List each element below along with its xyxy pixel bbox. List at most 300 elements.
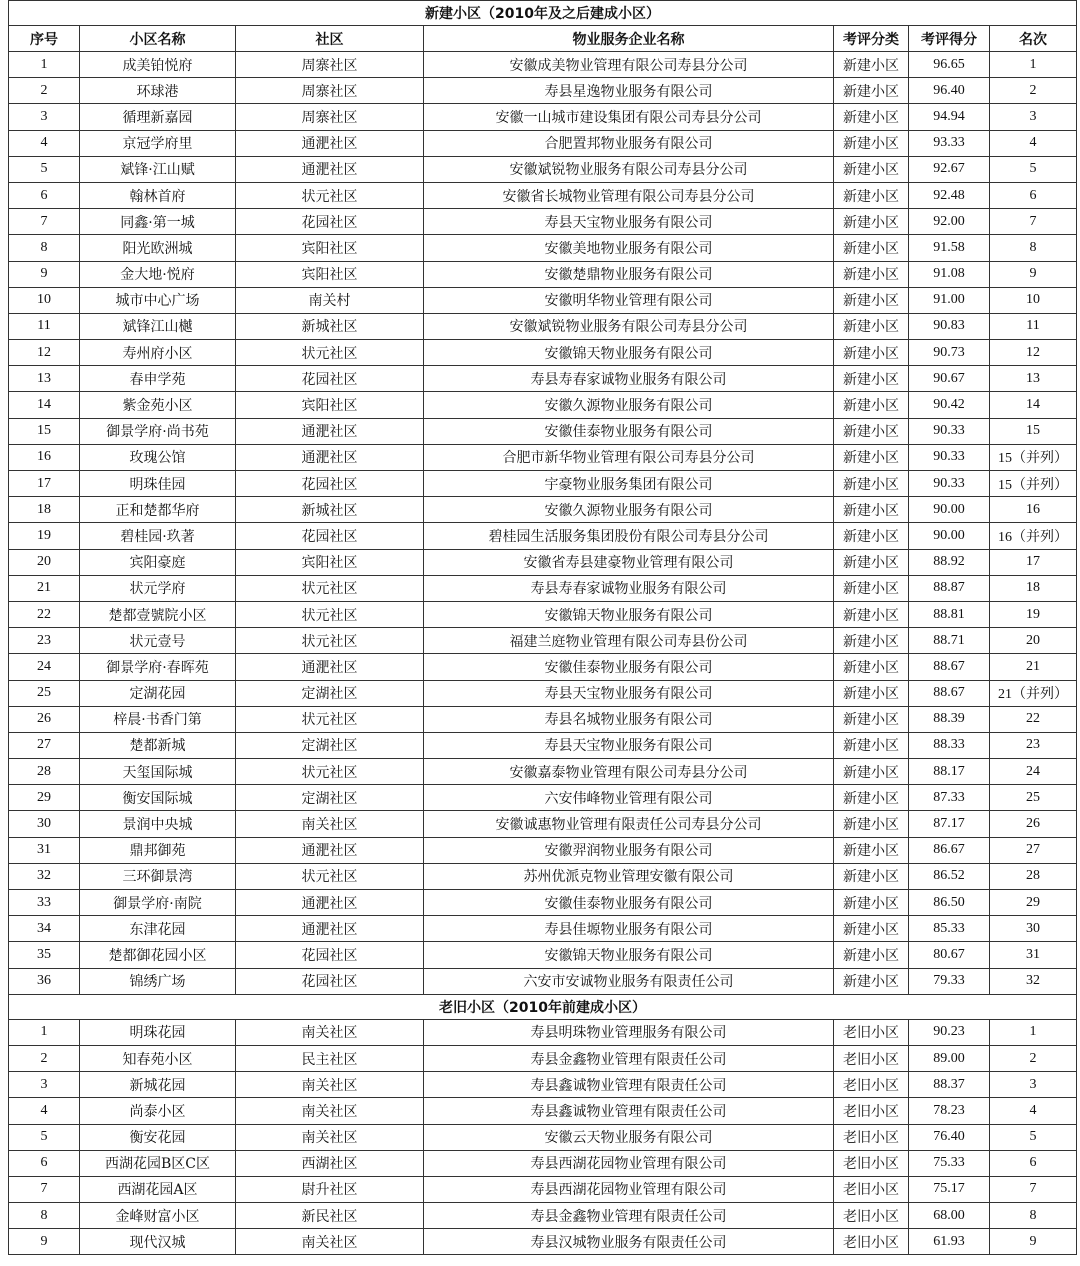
col-district-cell: 南关社区: [236, 1072, 424, 1098]
col-community-name-cell: 阳光欧洲城: [80, 235, 236, 261]
col-category-cell: 新建小区: [834, 52, 909, 78]
col-index-cell: 3: [9, 104, 80, 130]
col-community-name-cell: 楚都新城: [80, 732, 236, 758]
col-score-cell: 90.67: [909, 366, 990, 392]
col-category-cell: 新建小区: [834, 706, 909, 732]
table-row: [9, 1045, 1077, 1071]
property-ranking-table: [8, 0, 1077, 1255]
col-district-cell: 花园社区: [236, 523, 424, 549]
col-company-cell: 六安市安诚物业服务有限责任公司: [424, 968, 834, 994]
col-district-cell: 周寨社区: [236, 104, 424, 130]
col-rank-cell: 3: [990, 104, 1077, 130]
col-index-cell: 14: [9, 392, 80, 418]
col-category-cell: 老旧小区: [834, 1229, 909, 1255]
col-rank-cell: 7: [990, 209, 1077, 235]
table-row: [9, 340, 1077, 366]
col-score-cell: 90.23: [909, 1019, 990, 1045]
col-score-cell: 88.17: [909, 759, 990, 785]
col-score-cell: 68.00: [909, 1203, 990, 1229]
col-index-cell: 21: [9, 575, 80, 601]
table-row: [9, 759, 1077, 785]
col-company-cell: 安徽锦天物业服务有限公司: [424, 942, 834, 968]
col-category-cell: 老旧小区: [834, 1045, 909, 1071]
col-company-cell: 安徽佳泰物业服务有限公司: [424, 890, 834, 916]
col-rank-cell: 31: [990, 942, 1077, 968]
col-index-cell: 27: [9, 732, 80, 758]
table-row: [9, 575, 1077, 601]
table-row: [9, 523, 1077, 549]
col-index-cell: 6: [9, 182, 80, 208]
col-district-cell: 状元社区: [236, 601, 424, 627]
col-community-name-cell: 锦绣广场: [80, 968, 236, 994]
col-community-name-cell: 三环御景湾: [80, 863, 236, 889]
col-index-cell: 22: [9, 601, 80, 627]
col-category-cell: 新建小区: [834, 916, 909, 942]
col-index-cell: 23: [9, 628, 80, 654]
table-row: [9, 916, 1077, 942]
col-rank-cell: 15（并列）: [990, 471, 1077, 497]
col-category-cell: 新建小区: [834, 601, 909, 627]
col-index-cell: 33: [9, 890, 80, 916]
col-score-cell: 86.50: [909, 890, 990, 916]
col-score-cell: 85.33: [909, 916, 990, 942]
col-company-cell: 寿县金鑫物业管理有限责任公司: [424, 1045, 834, 1071]
col-district-cell: 宾阳社区: [236, 235, 424, 261]
col-district-cell: 南关社区: [236, 1124, 424, 1150]
col-category-cell: 新建小区: [834, 340, 909, 366]
col-company-cell: 安徽明华物业管理有限公司: [424, 287, 834, 313]
header-col-company: 物业服务企业名称: [424, 26, 834, 52]
col-category-cell: 新建小区: [834, 523, 909, 549]
col-score-cell: 90.00: [909, 497, 990, 523]
col-rank-cell: 1: [990, 1019, 1077, 1045]
table-row: [9, 863, 1077, 889]
col-district-cell: 新城社区: [236, 313, 424, 339]
table-row: [9, 680, 1077, 706]
col-community-name-cell: 成美铂悦府: [80, 52, 236, 78]
col-category-cell: 新建小区: [834, 182, 909, 208]
col-district-cell: 状元社区: [236, 182, 424, 208]
col-community-name-cell: 正和楚都华府: [80, 497, 236, 523]
col-company-cell: 寿县天宝物业服务有限公司: [424, 680, 834, 706]
col-index-cell: 9: [9, 1229, 80, 1255]
col-community-name-cell: 新城花园: [80, 1072, 236, 1098]
col-community-name-cell: 天玺国际城: [80, 759, 236, 785]
col-score-cell: 91.58: [909, 235, 990, 261]
col-district-cell: 状元社区: [236, 706, 424, 732]
col-company-cell: 寿县名城物业服务有限公司: [424, 706, 834, 732]
col-rank-cell: 2: [990, 1045, 1077, 1071]
col-company-cell: 安徽嘉泰物业管理有限公司寿县分公司: [424, 759, 834, 785]
col-company-cell: 安徽斌锐物业服务有限公司寿县分公司: [424, 156, 834, 182]
table-row: [9, 418, 1077, 444]
col-community-name-cell: 梓晨·书香门第: [80, 706, 236, 732]
col-district-cell: 宾阳社区: [236, 549, 424, 575]
col-company-cell: 寿县金鑫物业管理有限责任公司: [424, 1203, 834, 1229]
table-row: [9, 1150, 1077, 1176]
table-row: [9, 654, 1077, 680]
col-rank-cell: 27: [990, 837, 1077, 863]
col-index-cell: 26: [9, 706, 80, 732]
col-rank-cell: 25: [990, 785, 1077, 811]
col-index-cell: 8: [9, 1203, 80, 1229]
col-score-cell: 75.17: [909, 1176, 990, 1202]
col-index-cell: 20: [9, 549, 80, 575]
col-category-cell: 新建小区: [834, 313, 909, 339]
header-col-score: 考评得分: [909, 26, 990, 52]
col-rank-cell: 30: [990, 916, 1077, 942]
col-category-cell: 新建小区: [834, 628, 909, 654]
col-district-cell: 通淝社区: [236, 837, 424, 863]
col-index-cell: 30: [9, 811, 80, 837]
col-category-cell: 新建小区: [834, 575, 909, 601]
col-community-name-cell: 金峰财富小区: [80, 1203, 236, 1229]
table-row: [9, 287, 1077, 313]
ranking-table-page: [8, 0, 1076, 1255]
col-score-cell: 88.33: [909, 732, 990, 758]
col-category-cell: 新建小区: [834, 235, 909, 261]
col-score-cell: 88.81: [909, 601, 990, 627]
col-category-cell: 新建小区: [834, 680, 909, 706]
col-index-cell: 35: [9, 942, 80, 968]
col-score-cell: 87.33: [909, 785, 990, 811]
table-row: [9, 968, 1077, 994]
col-company-cell: 安徽云天物业服务有限公司: [424, 1124, 834, 1150]
col-community-name-cell: 明珠佳园: [80, 471, 236, 497]
col-company-cell: 寿县佳塬物业服务有限公司: [424, 916, 834, 942]
col-score-cell: 79.33: [909, 968, 990, 994]
col-index-cell: 32: [9, 863, 80, 889]
col-community-name-cell: 金大地·悦府: [80, 261, 236, 287]
col-index-cell: 19: [9, 523, 80, 549]
col-category-cell: 新建小区: [834, 444, 909, 470]
col-index-cell: 34: [9, 916, 80, 942]
col-index-cell: 4: [9, 130, 80, 156]
col-rank-cell: 24: [990, 759, 1077, 785]
col-category-cell: 新建小区: [834, 366, 909, 392]
col-category-cell: 新建小区: [834, 130, 909, 156]
col-index-cell: 5: [9, 1124, 80, 1150]
col-category-cell: 新建小区: [834, 156, 909, 182]
col-rank-cell: 5: [990, 1124, 1077, 1150]
col-district-cell: 南关社区: [236, 1229, 424, 1255]
col-district-cell: 南关社区: [236, 1019, 424, 1045]
col-district-cell: 通淝社区: [236, 654, 424, 680]
col-score-cell: 90.42: [909, 392, 990, 418]
col-score-cell: 88.67: [909, 654, 990, 680]
col-rank-cell: 32: [990, 968, 1077, 994]
col-company-cell: 安徽锦天物业服务有限公司: [424, 340, 834, 366]
header-col-rank: 名次: [990, 26, 1077, 52]
col-index-cell: 11: [9, 313, 80, 339]
col-rank-cell: 16（并列）: [990, 523, 1077, 549]
col-category-cell: 新建小区: [834, 890, 909, 916]
table-row: [9, 890, 1077, 916]
col-company-cell: 安徽羿润物业服务有限公司: [424, 837, 834, 863]
col-index-cell: 16: [9, 444, 80, 470]
col-district-cell: 南关社区: [236, 1098, 424, 1124]
col-company-cell: 六安伟峰物业管理有限公司: [424, 785, 834, 811]
col-company-cell: 福建兰庭物业管理有限公司寿县份公司: [424, 628, 834, 654]
col-company-cell: 安徽省寿县建豪物业管理有限公司: [424, 549, 834, 575]
table-body: [9, 1, 1077, 1255]
col-community-name-cell: 明珠花园: [80, 1019, 236, 1045]
table-row: [9, 235, 1077, 261]
table-row: [9, 497, 1077, 523]
col-company-cell: 合肥市新华物业管理有限公司寿县分公司: [424, 444, 834, 470]
col-community-name-cell: 玫瑰公馆: [80, 444, 236, 470]
table-row: [9, 1176, 1077, 1202]
col-score-cell: 96.65: [909, 52, 990, 78]
col-index-cell: 12: [9, 340, 80, 366]
col-score-cell: 80.67: [909, 942, 990, 968]
col-category-cell: 新建小区: [834, 104, 909, 130]
col-category-cell: 新建小区: [834, 261, 909, 287]
col-rank-cell: 22: [990, 706, 1077, 732]
col-district-cell: 宾阳社区: [236, 392, 424, 418]
col-community-name-cell: 御景学府·春晖苑: [80, 654, 236, 680]
col-district-cell: 新城社区: [236, 497, 424, 523]
col-category-cell: 新建小区: [834, 968, 909, 994]
table-row: [9, 130, 1077, 156]
col-district-cell: 状元社区: [236, 863, 424, 889]
table-row: [9, 706, 1077, 732]
col-community-name-cell: 西湖花园A区: [80, 1176, 236, 1202]
col-index-cell: 29: [9, 785, 80, 811]
col-community-name-cell: 寿州府小区: [80, 340, 236, 366]
col-score-cell: 92.67: [909, 156, 990, 182]
col-rank-cell: 6: [990, 182, 1077, 208]
col-index-cell: 15: [9, 418, 80, 444]
col-community-name-cell: 景润中央城: [80, 811, 236, 837]
col-score-cell: 96.40: [909, 78, 990, 104]
col-index-cell: 6: [9, 1150, 80, 1176]
col-index-cell: 7: [9, 1176, 80, 1202]
col-district-cell: 西湖社区: [236, 1150, 424, 1176]
table-row: [9, 444, 1077, 470]
col-district-cell: 南关村: [236, 287, 424, 313]
col-category-cell: 新建小区: [834, 837, 909, 863]
col-company-cell: 碧桂园生活服务集团股份有限公司寿县分公司: [424, 523, 834, 549]
col-rank-cell: 12: [990, 340, 1077, 366]
table-row: [9, 366, 1077, 392]
col-district-cell: 状元社区: [236, 628, 424, 654]
col-company-cell: 安徽久源物业服务有限公司: [424, 392, 834, 418]
col-district-cell: 周寨社区: [236, 52, 424, 78]
col-score-cell: 88.39: [909, 706, 990, 732]
col-company-cell: 寿县寿春家诚物业服务有限公司: [424, 366, 834, 392]
col-rank-cell: 13: [990, 366, 1077, 392]
col-company-cell: 安徽省长城物业管理有限公司寿县分公司: [424, 182, 834, 208]
col-district-cell: 宾阳社区: [236, 261, 424, 287]
col-rank-cell: 17: [990, 549, 1077, 575]
table-row: [9, 549, 1077, 575]
col-index-cell: 13: [9, 366, 80, 392]
col-score-cell: 90.73: [909, 340, 990, 366]
col-category-cell: 新建小区: [834, 785, 909, 811]
col-index-cell: 28: [9, 759, 80, 785]
col-company-cell: 安徽久源物业服务有限公司: [424, 497, 834, 523]
col-rank-cell: 11: [990, 313, 1077, 339]
section-title: 老旧小区（2010年前建成小区）: [9, 994, 1077, 1019]
col-score-cell: 76.40: [909, 1124, 990, 1150]
col-rank-cell: 7: [990, 1176, 1077, 1202]
col-score-cell: 88.87: [909, 575, 990, 601]
col-score-cell: 89.00: [909, 1045, 990, 1071]
table-row: [9, 1203, 1077, 1229]
section-title: 新建小区（2010年及之后建成小区）: [9, 1, 1077, 26]
table-row: [9, 156, 1077, 182]
col-score-cell: 88.92: [909, 549, 990, 575]
col-district-cell: 花园社区: [236, 968, 424, 994]
table-row: [9, 785, 1077, 811]
col-company-cell: 寿县天宝物业服务有限公司: [424, 732, 834, 758]
col-index-cell: 8: [9, 235, 80, 261]
col-community-name-cell: 春申学苑: [80, 366, 236, 392]
col-score-cell: 92.00: [909, 209, 990, 235]
col-index-cell: 5: [9, 156, 80, 182]
col-community-name-cell: 楚都壹號院小区: [80, 601, 236, 627]
header-col-community-name: 小区名称: [80, 26, 236, 52]
col-category-cell: 新建小区: [834, 759, 909, 785]
col-category-cell: 老旧小区: [834, 1124, 909, 1150]
col-category-cell: 新建小区: [834, 549, 909, 575]
table-row: [9, 1098, 1077, 1124]
table-row: [9, 182, 1077, 208]
col-index-cell: 17: [9, 471, 80, 497]
col-community-name-cell: 衡安花园: [80, 1124, 236, 1150]
col-score-cell: 92.48: [909, 182, 990, 208]
col-community-name-cell: 尚泰小区: [80, 1098, 236, 1124]
col-category-cell: 新建小区: [834, 811, 909, 837]
col-community-name-cell: 同鑫·第一城: [80, 209, 236, 235]
col-company-cell: 寿县寿春家诚物业服务有限公司: [424, 575, 834, 601]
col-index-cell: 3: [9, 1072, 80, 1098]
col-district-cell: 通淝社区: [236, 890, 424, 916]
col-community-name-cell: 城市中心广场: [80, 287, 236, 313]
col-rank-cell: 6: [990, 1150, 1077, 1176]
col-category-cell: 新建小区: [834, 392, 909, 418]
col-district-cell: 状元社区: [236, 575, 424, 601]
col-company-cell: 安徽成美物业管理有限公司寿县分公司: [424, 52, 834, 78]
col-rank-cell: 16: [990, 497, 1077, 523]
col-score-cell: 90.33: [909, 471, 990, 497]
col-district-cell: 通淝社区: [236, 418, 424, 444]
col-score-cell: 93.33: [909, 130, 990, 156]
header-col-index: 序号: [9, 26, 80, 52]
col-community-name-cell: 现代汉城: [80, 1229, 236, 1255]
col-rank-cell: 1: [990, 52, 1077, 78]
col-community-name-cell: 状元壹号: [80, 628, 236, 654]
col-score-cell: 86.67: [909, 837, 990, 863]
col-category-cell: 新建小区: [834, 732, 909, 758]
col-community-name-cell: 紫金苑小区: [80, 392, 236, 418]
col-company-cell: 安徽诚惠物业管理有限责任公司寿县分公司: [424, 811, 834, 837]
col-company-cell: 寿县鑫诚物业管理有限责任公司: [424, 1098, 834, 1124]
col-district-cell: 民主社区: [236, 1045, 424, 1071]
col-category-cell: 新建小区: [834, 497, 909, 523]
col-community-name-cell: 京冠学府里: [80, 130, 236, 156]
col-community-name-cell: 环球港: [80, 78, 236, 104]
col-company-cell: 寿县西湖花园物业管理有限公司: [424, 1150, 834, 1176]
table-row: [9, 1229, 1077, 1255]
col-category-cell: 新建小区: [834, 78, 909, 104]
col-category-cell: 新建小区: [834, 209, 909, 235]
col-index-cell: 2: [9, 1045, 80, 1071]
col-index-cell: 1: [9, 52, 80, 78]
col-district-cell: 通淝社区: [236, 130, 424, 156]
col-community-name-cell: 斌锋江山樾: [80, 313, 236, 339]
col-rank-cell: 18: [990, 575, 1077, 601]
col-company-cell: 安徽锦天物业服务有限公司: [424, 601, 834, 627]
table-row: [9, 942, 1077, 968]
col-category-cell: 老旧小区: [834, 1072, 909, 1098]
col-company-cell: 寿县天宝物业服务有限公司: [424, 209, 834, 235]
col-district-cell: 花园社区: [236, 366, 424, 392]
col-community-name-cell: 定湖花园: [80, 680, 236, 706]
col-company-cell: 寿县明珠物业管理服务有限公司: [424, 1019, 834, 1045]
col-district-cell: 新民社区: [236, 1203, 424, 1229]
col-index-cell: 25: [9, 680, 80, 706]
col-rank-cell: 10: [990, 287, 1077, 313]
col-company-cell: 安徽一山城市建设集团有限公司寿县分公司: [424, 104, 834, 130]
col-community-name-cell: 知春苑小区: [80, 1045, 236, 1071]
col-community-name-cell: 御景学府·尚书苑: [80, 418, 236, 444]
col-score-cell: 90.00: [909, 523, 990, 549]
col-score-cell: 90.83: [909, 313, 990, 339]
table-row: [9, 104, 1077, 130]
col-rank-cell: 9: [990, 261, 1077, 287]
col-district-cell: 状元社区: [236, 340, 424, 366]
col-company-cell: 宇豪物业服务集团有限公司: [424, 471, 834, 497]
col-score-cell: 94.94: [909, 104, 990, 130]
col-district-cell: 花园社区: [236, 209, 424, 235]
col-company-cell: 寿县鑫诚物业管理有限责任公司: [424, 1072, 834, 1098]
col-category-cell: 新建小区: [834, 287, 909, 313]
col-rank-cell: 8: [990, 1203, 1077, 1229]
col-rank-cell: 28: [990, 863, 1077, 889]
col-rank-cell: 26: [990, 811, 1077, 837]
col-category-cell: 老旧小区: [834, 1019, 909, 1045]
col-district-cell: 通淝社区: [236, 916, 424, 942]
col-category-cell: 新建小区: [834, 942, 909, 968]
col-community-name-cell: 斌锋·江山赋: [80, 156, 236, 182]
col-score-cell: 90.33: [909, 418, 990, 444]
table-row: [9, 811, 1077, 837]
col-district-cell: 定湖社区: [236, 680, 424, 706]
col-rank-cell: 29: [990, 890, 1077, 916]
col-index-cell: 24: [9, 654, 80, 680]
col-index-cell: 36: [9, 968, 80, 994]
col-company-cell: 寿县汉城物业服务有限责任公司: [424, 1229, 834, 1255]
col-category-cell: 新建小区: [834, 654, 909, 680]
col-rank-cell: 23: [990, 732, 1077, 758]
col-score-cell: 87.17: [909, 811, 990, 837]
col-district-cell: 状元社区: [236, 759, 424, 785]
col-community-name-cell: 御景学府·南院: [80, 890, 236, 916]
col-category-cell: 新建小区: [834, 471, 909, 497]
col-category-cell: 老旧小区: [834, 1176, 909, 1202]
col-community-name-cell: 鼎邦御苑: [80, 837, 236, 863]
col-index-cell: 10: [9, 287, 80, 313]
col-score-cell: 75.33: [909, 1150, 990, 1176]
table-row: [9, 392, 1077, 418]
col-score-cell: 90.33: [909, 444, 990, 470]
col-rank-cell: 14: [990, 392, 1077, 418]
table-row: [9, 52, 1077, 78]
col-company-cell: 安徽斌锐物业服务有限公司寿县分公司: [424, 313, 834, 339]
col-rank-cell: 20: [990, 628, 1077, 654]
